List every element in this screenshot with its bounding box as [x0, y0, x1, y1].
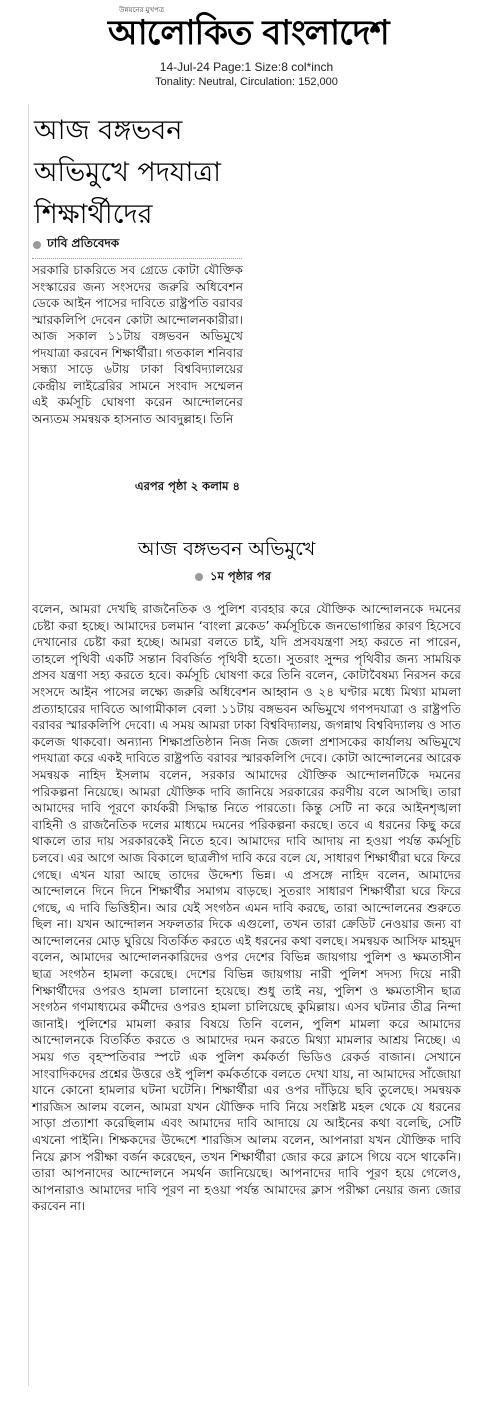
headline-line: অভিমুখে পদযাত্রা [34, 157, 221, 188]
headline-line: শিক্ষার্থীদের [34, 199, 153, 230]
divider [32, 258, 242, 259]
byline-text: ঢাবি প্রতিবেদক [47, 236, 120, 250]
article-headline [34, 110, 334, 236]
byline [33, 235, 273, 255]
bullet-icon [195, 573, 203, 581]
headline-line: আজ বঙ্গভবন [34, 115, 183, 146]
clipping-meta-tonality: Tonality: Neutral, Circulation: 152,000 [155, 76, 338, 88]
article-lead-paragraph: সরকারি চাকরিতে সব গ্রেডে কোটা যৌক্তিক সংস্কারের জন্য সংসদের জরুরি অধিবেশন ডেকে আইন পাসের দাবিতে রাষ্ট্রপতি বরাবর স্মারকলিপি দেবেন কোটা আন্দোলনকারীরা। আজ সকাল ১১টায় বঙ্গভবন অভিমুখে পদযাত্রা করবেন শিক্ষার্থীরা। গতকাল শনিবার সন্ধ্যা সাড়ে ৬টায় ঢাকা বিশ্ববিদ্যালয়ের কেন্দ্রীয় লাইব্রেরির সামনে সংবাদ সম্মেলন এই কর্মসূচি ঘোষণা করেন আন্দোলনের অন্যতম সমন্বয়ক হাসনাত আবদুল্লাহ। তিনি [32, 263, 243, 426]
article-body: বলেন, আমরা দেখছি রাজনৈতিক ও পুলিশ ব্যবহার করে যৌক্তিক আন্দোলনকে দমনের চেষ্টা করা হচ্ছে। আমাদের চলমান ‘বাংলা ব্লকেড’ কর্মসূচিকে জনভোগান্তির কারণ হিসেবে দেখানোর চেষ্টা করা হচ্ছে। আমরা বলতে চাই, যদি প্রসবযন্ত্রণা সহ্য করতে না পারেন, তাহলে পৃথিবী একটি সন্তান বিবর্জিত পৃথিবী হতো। সুতরাং সুন্দর পৃথিবীর জন্য সাময়িক প্রসব যন্ত্রণা সহ্য করতে হবে। কর্মসূচি ঘোষণা করে তিনি বলেন, কোটাবৈষম্য নিরসন করে সংসদে আইন পাসের লক্ষ্যে জরুরি অধিবেশন আহ্বান ও ২৪ ঘণ্টার মধ্যে মিথ্যা মামলা প্রত্যাহারের দাবিতে আগামীকাল বেলা ১১টায় বঙ্গভবন অভিমুখে গণপদযাত্রা ও রাষ্ট্রপতি বরাবর স্মারকলিপি দেবো। এ সময় আমরা ঢাকা বিশ্ববিদ্যালয়, জগন্নাথ বিশ্ববিদ্যালয় ও সাত কলেজ থাকবো। অন্যান্য শিক্ষাপ্রতিষ্ঠান নিজ নিজ জেলা প্রশাসকের কার্যালয় অভিমুখে পদযাত্রা করে একই দাবিতে রাষ্ট্রপতি বরাবর স্মারকলিপি দেবে। কোটা আন্দোলনের আরেক সমন্বয়ক নাহিদ ইসলাম বলেন, সরকার আমাদের যৌক্তিক আন্দোলনটিকে দমনের পরিকল্পনা নিয়েছে। আমরা যৌক্তিক দাবি জানিয়ে সরকারের করণীয় বলে আসছি। তারা আমাদের দাবি পূরণে কার্যকরী সিদ্ধান্ত নিতে পারতো। কিন্তু সেটি না করে আইনশৃঙ্খলা বাহিনী ও রাজনৈতিক দলের মাধ্যমে দমনের পরিকল্পনা করছে। তবে এ ধরনের কিছু করে থাকলে তার দায় সরকারকেই নিতে হবে। আমাদের দাবি আদায় না হওয়া পর্যন্ত কর্মসূচি চলবে। এর আগে আজ বিকালে ছাত্রলীগ দাবি করে বলে যে, সাধারণ শিক্ষার্থীরা ঘরে ফিরে গেছে। এখন যারা আছে তাদের উদ্দেশ্য ভিন্ন। এ প্রসঙ্গে নাহিদ বলেন, আমাদের আন্দোলনে দিনে দিনে শিক্ষার্থীর সমাগম বাড়ছে। সুতরাং সাধারণ শিক্ষার্থীরা ঘরে ফিরে গেছে, এ দাবি ভিত্তিহীন। আর যেই সংগঠন এমন দাবি করছে, তারা আন্দোলনের শুরুতে ছিল না। যখন আন্দোলন সফলতার দিকে এগুলো, তখন তারা ক্রেডিট নেওয়ার জন্য বা আন্দোলনের মোড় ঘুরিয়ে বিতর্কিত করতে এই ধরনের কথা বলছে। সমন্বয়ক আসিফ মাহমুদ বলেন, আমাদের আন্দোলনকারিদের ওপর দেশের বিভিন্ন জায়গায় পুলিশ ও ক্ষমতাসীন ছাত্র সংগঠন হামলা করেছে। দেশের বিভিন্ন জায়গায় নারী পুলিশ সদস্য দিয়ে নারী শিক্ষার্থীদের ওপরও হামলা চালানো হয়েছে। শুধু তাই নয়, পুলিশ ও ক্ষমতাসীন ছাত্র সংগঠন গণমাধ্যমের কর্মীদের ওপরও হামলা চালিয়েছে কুমিল্লায়। এসব ঘটনার তীব্র নিন্দা জানাই। পুলিশের মামলা করার বিষয়ে তিনি বলেন, পুলিশ মামলা করে আমাদের আন্দোলনকে বিতর্কিত করতে ও আমাদের দমন করতে মিথ্যা মামলার আশ্রয় নিচ্ছে। এ সময় গত বৃহস্পতিবার স্পটে এক পুলিশ কর্মকর্তা ভিডিও রেকর্ড বাজান। সেখানে সাংবাদিকদের প্রশ্নের উত্তরে ওই পুলিশ কর্মকর্তাকে বলতে দেখা যায়, না আমাদের সাঁজোয়া যানে কোনো হামলার ঘটনা ঘটেনি। শিক্ষার্থীরা এর ওপর দাঁড়িয়ে ছবি তুলেছে। সমন্বয়ক শারজিস আলম বলেন, আমরা যখন যৌক্তিক দাবি নিয়ে সংশ্লিষ্ট মহল থেকে যে ধরনের সাড়া প্রত্যাশা করেছিলাম এবং আমাদের দাবি আদায়ে যে আইনের কথা বলেছি, সেটি এখনো পাইনি। শিক্ষকদের উদ্দেশে শারজিস আলম বলেন, আপনারা যখন যৌক্তিক দাবি নিয়ে ক্লাস পরীক্ষা বর্জন করেছেন, তখন শিক্ষার্থীরা জোর করে ক্লাসে গিয়ে বসে থাকেনি। তারা আপনাদের আন্দোলনে সমর্থন জানিয়েছে। আপনাদের দাবি পূরণ হয়ে গেলেও, আপনারাও আমাদের দাবি পূরণ না হওয়া পর্যন্ত আমাদের ক্লাস পরীক্ষা নেয়ার জন্য জোর করবেন না। [32, 602, 462, 1214]
continued-from-text: ১ম পৃষ্ঠার পর [210, 568, 271, 583]
masthead-tagline: উন্নয়নের মুখপত্র [119, 6, 165, 14]
continued-from-note [195, 568, 271, 586]
masthead [0, 0, 493, 60]
bullet-icon [33, 241, 41, 249]
clipping-meta-page-info: 14-Jul-24 Page:1 Size:8 col*inch [159, 60, 334, 74]
continuation-headline: আজ বঙ্গভবন অভিমুখে [138, 538, 316, 560]
newspaper-logo: আলোকিত বাংলাদেশ [108, 13, 389, 53]
continued-to-note: এরপর পৃষ্ঠা ২ কলাম ৪ [134, 479, 240, 493]
